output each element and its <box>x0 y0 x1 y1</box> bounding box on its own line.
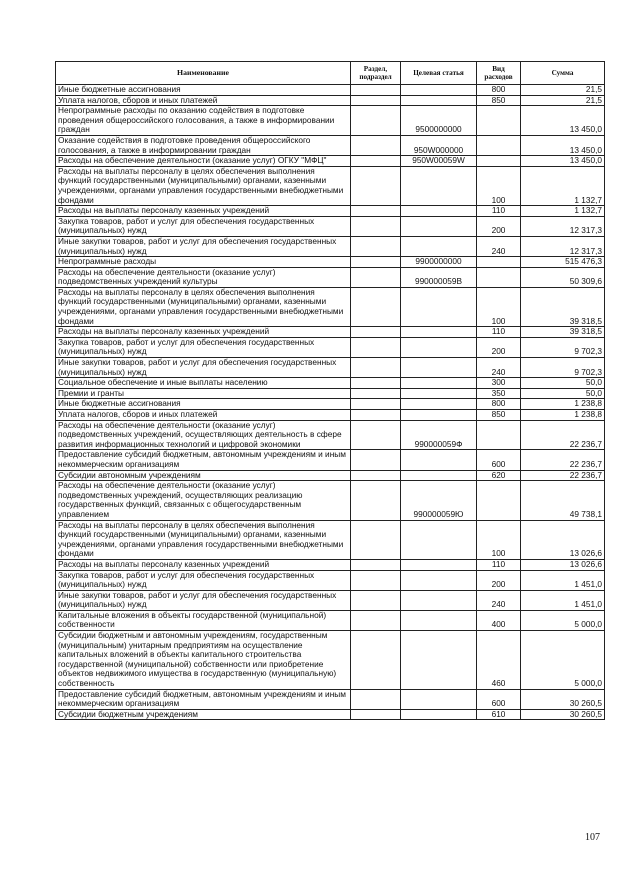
cell-razdel <box>351 570 401 590</box>
table-row <box>56 327 605 338</box>
cell-expense-type: 850 <box>477 410 521 421</box>
cell-target-article <box>401 287 477 326</box>
cell-razdel <box>351 287 401 326</box>
cell-name: Расходы на обеспечение деятельности (оказание услуг) ОГКУ "МФЦ" <box>56 156 351 167</box>
cell-sum: 50 309,6 <box>521 267 605 287</box>
cell-sum: 5 000,0 <box>521 631 605 690</box>
cell-target-article <box>401 399 477 410</box>
cell-name: Иные закупки товаров, работ и услуг для обеспечения государственных (муниципальных) нужд <box>56 590 351 610</box>
cell-name: Расходы на выплаты персоналу в целях обеспечения выполнения функций государственными (муниципальными) органами, казенными учреждениями, органами управления государственными внебюджетными фондами <box>56 166 351 205</box>
cell-name: Социальное обеспечение и иные выплаты населению <box>56 378 351 389</box>
cell-name: Расходы на обеспечение деятельности (оказание услуг) подведомственных учреждений, осуществляющих реализацию государственных функций, связанных с общегосударственным управлением <box>56 481 351 520</box>
table-row <box>56 337 605 357</box>
cell-target-article <box>401 85 477 96</box>
cell-sum: 50,0 <box>521 378 605 389</box>
table-row <box>56 267 605 287</box>
cell-expense-type <box>477 481 521 520</box>
cell-expense-type: 200 <box>477 337 521 357</box>
table-row <box>56 257 605 268</box>
table-row <box>56 85 605 96</box>
cell-target-article <box>401 216 477 236</box>
cell-name: Расходы на выплаты персоналу казенных учреждений <box>56 327 351 338</box>
cell-sum: 5 000,0 <box>521 610 605 630</box>
cell-razdel <box>351 106 401 136</box>
cell-expense-type: 240 <box>477 236 521 256</box>
cell-sum: 21,5 <box>521 95 605 106</box>
table-row <box>56 410 605 421</box>
cell-name: Субсидии автономным учреждениям <box>56 470 351 481</box>
cell-target-article <box>401 610 477 630</box>
table-row <box>56 206 605 217</box>
cell-target-article <box>401 631 477 690</box>
cell-name: Иные бюджетные ассигнования <box>56 399 351 410</box>
cell-name: Расходы на выплаты персоналу в целях обеспечения выполнения функций государственными (муниципальными) органами, казенными учреждениями, органами управления государственными внебюджетными фондами <box>56 520 351 559</box>
cell-name: Иные закупки товаров, работ и услуг для обеспечения государственных (муниципальных) нужд <box>56 358 351 378</box>
cell-expense-type <box>477 135 521 155</box>
cell-expense-type: 620 <box>477 470 521 481</box>
cell-sum: 9 702,3 <box>521 358 605 378</box>
cell-name: Субсидии бюджетным и автономным учреждениям, государственным (муниципальным) унитарным предприятиям на осуществление капитальных вложений в объекты капитального строительства государственной (муниципальной) собственности или приобретение объектов недвижимого имущества в государственную (муниципальную) собственность <box>56 631 351 690</box>
cell-sum: 39 318,5 <box>521 327 605 338</box>
cell-name: Закупка товаров, работ и услуг для обеспечения государственных (муниципальных) нужд <box>56 337 351 357</box>
table-row <box>56 378 605 389</box>
cell-expense-type: 600 <box>477 450 521 470</box>
cell-name: Расходы на выплаты персоналу казенных учреждений <box>56 559 351 570</box>
header-sum: Сумма <box>521 62 605 85</box>
cell-razdel <box>351 166 401 205</box>
cell-expense-type: 800 <box>477 399 521 410</box>
table-row <box>56 358 605 378</box>
cell-target-article: 950W000000 <box>401 135 477 155</box>
cell-name: Иные закупки товаров, работ и услуг для обеспечения государственных (муниципальных) нужд <box>56 236 351 256</box>
cell-expense-type: 600 <box>477 689 521 709</box>
budget-table <box>55 61 605 720</box>
cell-target-article <box>401 570 477 590</box>
cell-name: Закупка товаров, работ и услуг для обеспечения государственных (муниципальных) нужд <box>56 216 351 236</box>
cell-razdel <box>351 95 401 106</box>
cell-sum: 30 260,5 <box>521 689 605 709</box>
header-target: Целевая статья <box>401 62 477 85</box>
table-row <box>56 450 605 470</box>
cell-expense-type <box>477 267 521 287</box>
cell-target-article <box>401 559 477 570</box>
cell-razdel <box>351 481 401 520</box>
cell-razdel <box>351 378 401 389</box>
cell-expense-type <box>477 106 521 136</box>
cell-sum: 13 450,0 <box>521 135 605 155</box>
cell-expense-type <box>477 420 521 450</box>
cell-expense-type: 200 <box>477 216 521 236</box>
table-row <box>56 689 605 709</box>
cell-razdel <box>351 470 401 481</box>
cell-razdel <box>351 156 401 167</box>
cell-sum: 1 451,0 <box>521 590 605 610</box>
cell-razdel <box>351 267 401 287</box>
cell-name: Уплата налогов, сборов и иных платежей <box>56 95 351 106</box>
cell-target-article <box>401 590 477 610</box>
cell-sum: 21,5 <box>521 85 605 96</box>
table-row <box>56 570 605 590</box>
table-row <box>56 95 605 106</box>
cell-target-article <box>401 378 477 389</box>
cell-razdel <box>351 689 401 709</box>
cell-sum: 22 236,7 <box>521 420 605 450</box>
header-vid: Вид расходов <box>477 62 521 85</box>
cell-razdel <box>351 450 401 470</box>
cell-expense-type: 800 <box>477 85 521 96</box>
cell-sum: 12 317,3 <box>521 236 605 256</box>
cell-expense-type: 100 <box>477 520 521 559</box>
table-row <box>56 709 605 720</box>
cell-expense-type: 300 <box>477 378 521 389</box>
cell-name: Субсидии бюджетным учреждениям <box>56 709 351 720</box>
table-row <box>56 420 605 450</box>
cell-razdel <box>351 337 401 357</box>
table-row <box>56 388 605 399</box>
cell-expense-type: 110 <box>477 559 521 570</box>
cell-target-article <box>401 337 477 357</box>
cell-sum: 30 260,5 <box>521 709 605 720</box>
cell-sum: 13 450,0 <box>521 106 605 136</box>
cell-sum: 13 026,6 <box>521 520 605 559</box>
cell-target-article: 9900000000 <box>401 257 477 268</box>
cell-name: Расходы на выплаты персоналу казенных учреждений <box>56 206 351 217</box>
cell-target-article: 9500000000 <box>401 106 477 136</box>
cell-expense-type: 350 <box>477 388 521 399</box>
cell-expense-type: 100 <box>477 166 521 205</box>
cell-sum: 9 702,3 <box>521 337 605 357</box>
cell-expense-type: 110 <box>477 327 521 338</box>
cell-name: Расходы на выплаты персоналу в целях обеспечения выполнения функций государственными (муниципальными) органами, казенными учреждениями, органами управления государственными внебюджетными фондами <box>56 287 351 326</box>
header-name: Наименование <box>56 62 351 85</box>
table-row <box>56 135 605 155</box>
cell-target-article <box>401 689 477 709</box>
table-row <box>56 631 605 690</box>
cell-razdel <box>351 358 401 378</box>
cell-name: Предоставление субсидий бюджетным, автономным учреждениям и иным некоммерческим организациям <box>56 689 351 709</box>
cell-target-article <box>401 95 477 106</box>
cell-razdel <box>351 257 401 268</box>
cell-razdel <box>351 559 401 570</box>
table-row <box>56 399 605 410</box>
cell-target-article <box>401 388 477 399</box>
cell-sum: 12 317,3 <box>521 216 605 236</box>
table-row <box>56 590 605 610</box>
cell-target-article <box>401 450 477 470</box>
cell-razdel <box>351 520 401 559</box>
cell-sum: 13 450,0 <box>521 156 605 167</box>
cell-razdel <box>351 590 401 610</box>
cell-sum: 1 238,8 <box>521 399 605 410</box>
header-row <box>56 62 605 85</box>
cell-target-article <box>401 709 477 720</box>
header-razdel: Раздел, подраздел <box>351 62 401 85</box>
cell-target-article <box>401 520 477 559</box>
table-row <box>56 287 605 326</box>
cell-razdel <box>351 709 401 720</box>
cell-sum: 49 738,1 <box>521 481 605 520</box>
cell-sum: 515 476,3 <box>521 257 605 268</box>
table-row <box>56 470 605 481</box>
cell-razdel <box>351 327 401 338</box>
cell-target-article <box>401 166 477 205</box>
cell-sum: 1 238,8 <box>521 410 605 421</box>
cell-name: Закупка товаров, работ и услуг для обеспечения государственных (муниципальных) нужд <box>56 570 351 590</box>
cell-sum: 13 026,6 <box>521 559 605 570</box>
cell-expense-type: 240 <box>477 590 521 610</box>
cell-name: Расходы на обеспечение деятельности (оказание услуг) подведомственных учреждений, осуществляющих деятельность в сфере развития информационных технологий и цифровой экономики <box>56 420 351 450</box>
cell-razdel <box>351 135 401 155</box>
cell-razdel <box>351 410 401 421</box>
cell-name: Уплата налогов, сборов и иных платежей <box>56 410 351 421</box>
cell-name: Непрограммные расходы по оказанию содействия в подготовке проведения общероссийского голосования, а также в информировании граждан <box>56 106 351 136</box>
table-row <box>56 216 605 236</box>
cell-expense-type: 610 <box>477 709 521 720</box>
cell-name: Премии и гранты <box>56 388 351 399</box>
cell-name: Оказание содействия в подготовке проведения общероссийского голосования, а также в информировании граждан <box>56 135 351 155</box>
cell-expense-type <box>477 257 521 268</box>
cell-target-article: 990000059В <box>401 267 477 287</box>
cell-razdel <box>351 631 401 690</box>
cell-razdel <box>351 206 401 217</box>
cell-expense-type: 400 <box>477 610 521 630</box>
cell-razdel <box>351 610 401 630</box>
cell-target-article <box>401 236 477 256</box>
cell-name: Непрограммные расходы <box>56 257 351 268</box>
table-body <box>56 85 605 720</box>
table-row <box>56 610 605 630</box>
cell-sum: 1 132,7 <box>521 206 605 217</box>
cell-target-article: 990000059Ю <box>401 481 477 520</box>
cell-sum: 1 132,7 <box>521 166 605 205</box>
cell-target-article <box>401 358 477 378</box>
cell-target-article <box>401 470 477 481</box>
cell-expense-type: 200 <box>477 570 521 590</box>
cell-sum: 1 451,0 <box>521 570 605 590</box>
table-row <box>56 481 605 520</box>
cell-razdel <box>351 216 401 236</box>
cell-expense-type: 850 <box>477 95 521 106</box>
cell-expense-type: 460 <box>477 631 521 690</box>
cell-sum: 39 318,5 <box>521 287 605 326</box>
cell-expense-type: 240 <box>477 358 521 378</box>
table-row <box>56 166 605 205</box>
cell-target-article <box>401 410 477 421</box>
table-row <box>56 236 605 256</box>
cell-name: Предоставление субсидий бюджетным, автономным учреждениям и иным некоммерческим организациям <box>56 450 351 470</box>
cell-razdel <box>351 420 401 450</box>
cell-sum: 22 236,7 <box>521 470 605 481</box>
table-row <box>56 106 605 136</box>
cell-name: Расходы на обеспечение деятельности (оказание услуг) подведомственных учреждений культуры <box>56 267 351 287</box>
cell-razdel <box>351 388 401 399</box>
cell-razdel <box>351 399 401 410</box>
table-row <box>56 559 605 570</box>
cell-name: Иные бюджетные ассигнования <box>56 85 351 96</box>
cell-razdel <box>351 85 401 96</box>
page-number: 107 <box>585 832 600 843</box>
cell-target-article <box>401 206 477 217</box>
table-row <box>56 156 605 167</box>
cell-expense-type <box>477 156 521 167</box>
cell-razdel <box>351 236 401 256</box>
cell-target-article: 950W00059W <box>401 156 477 167</box>
table-row <box>56 520 605 559</box>
cell-sum: 50,0 <box>521 388 605 399</box>
cell-sum: 22 236,7 <box>521 450 605 470</box>
cell-expense-type: 100 <box>477 287 521 326</box>
cell-target-article: 990000059Ф <box>401 420 477 450</box>
cell-target-article <box>401 327 477 338</box>
cell-name: Капитальные вложения в объекты государственной (муниципальной) собственности <box>56 610 351 630</box>
cell-expense-type: 110 <box>477 206 521 217</box>
